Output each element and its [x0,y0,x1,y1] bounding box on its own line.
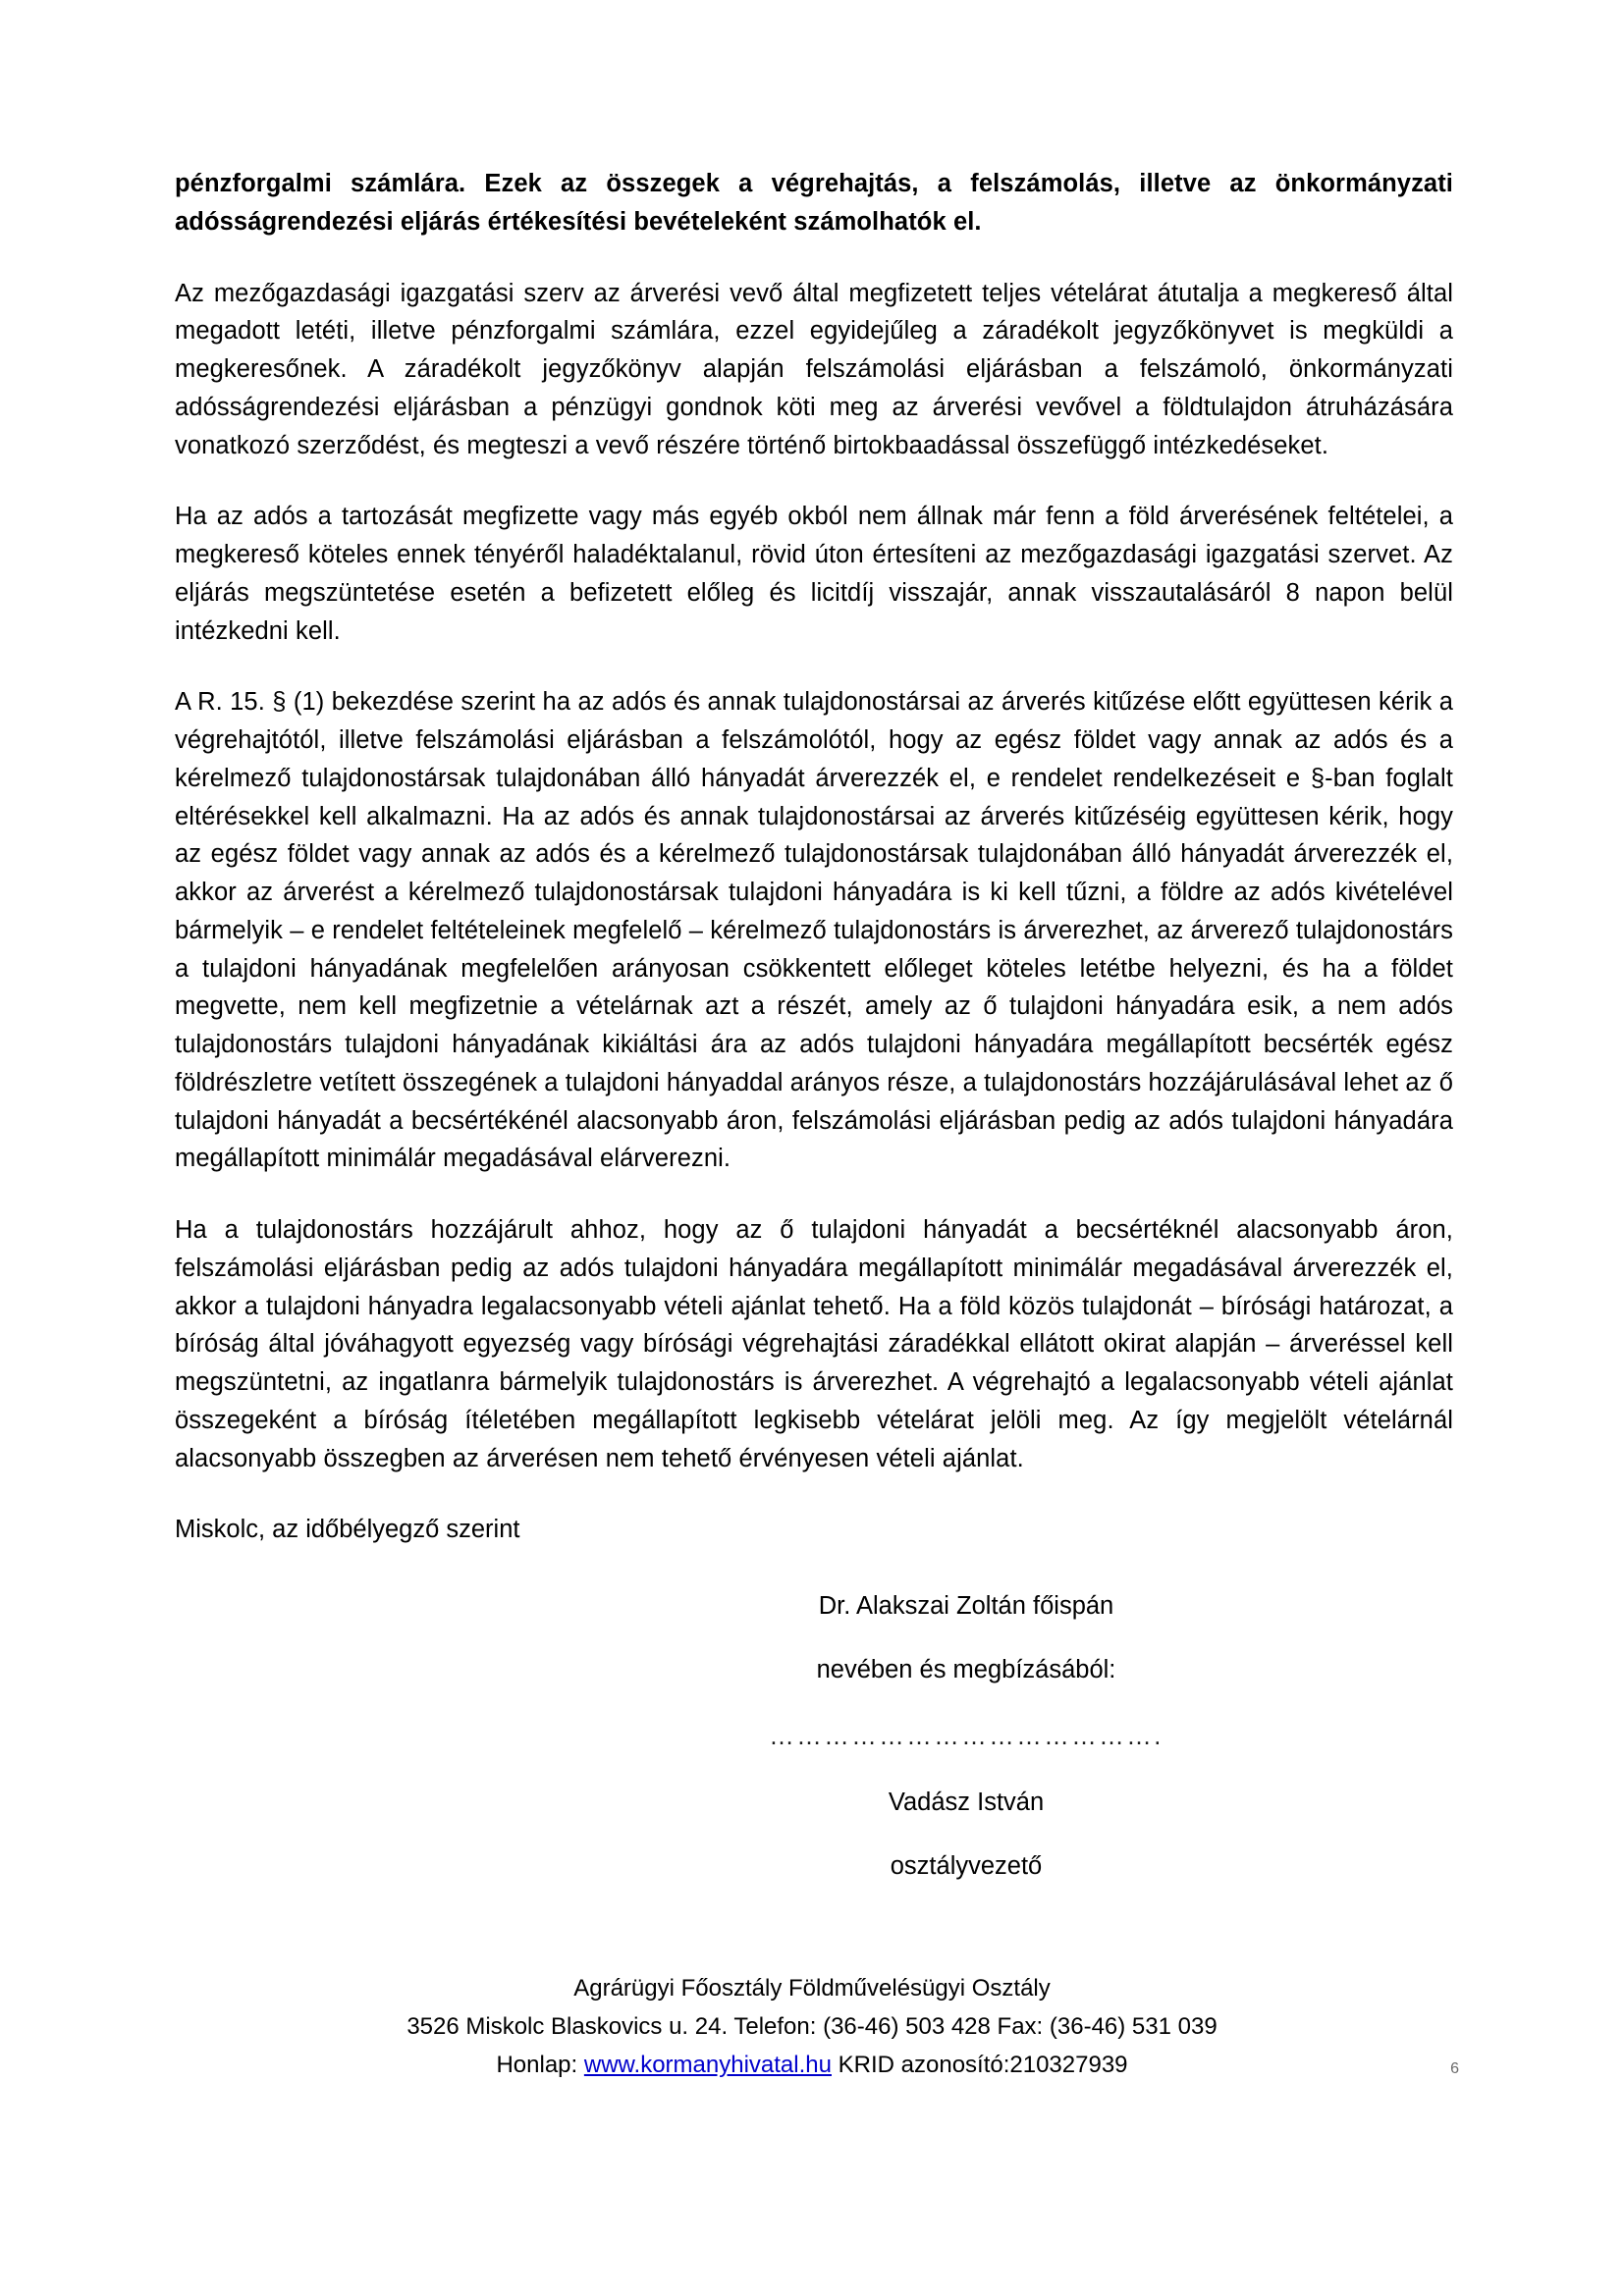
paragraph-2: Az mezőgazdasági igazgatási szerv az árverési vevő által megfizetett teljes vételárat átutalja a megkereső által megadott letéti, illetve pénzforgalmi számlára, ezzel egyidejűleg a záradékolt jegyzőkönyvet is megküldi a megkeresőnek. A záradékolt jegyzőkönyv alapján felszámolási eljárásban a felszámoló, önkormányzati adósságrendezési eljárásban a pénzügyi gondnok köti meg az árverési vevővel a földtulajdon átruházására vonatkozó szerződést, és megteszi a vevő részére történő birtokbaadással összefüggő intézkedéseket. [175,279,1453,459]
footer-address: 3526 Miskolc Blaskovics u. 24. Telefon: (36-46) 503 428 Fax: (36-46) 531 039 [406,2013,1218,2041]
place-and-date-line: Miskolc, az időbélyegző szerint [175,1516,520,1544]
paragraph-5: Ha a tulajdonostárs hozzájárult ahhoz, hogy az ő tulajdoni hányadát a becsértéknél alacsonyabb áron, felszámolási eljárásban pedig az adós tulajdoni hányadára megállapított minimálár megadásával árverezzék el, akkor a tulajdoni hányadra legalacsonyabb vételi ajánlat tehető. Ha a föld közös tulajdonát – bírósági határozat, a bíróság által jóváhagyott egyezség vagy bírósági végrehajtási záradékkal ellátott okirat alapján – árveréssel kell megszüntetni, az ingatlanra bármelyik tulajdonostárs is árverezhet. A végrehajtó a legalacsonyabb vételi ajánlat összegeként a bíróság ítéletében megállapított legkisebb vételárat jelöli meg. Az így megjelölt vételárnál alacsonyabb összegben az árverésen nem tehető érvényesen vételi ajánlat. [175,1216,1453,1472]
footer-department: Agrárügyi Főosztály Földművelésügyi Osztály [573,1975,1051,2002]
signatory-name-principal: Dr. Alakszai Zoltán főispán [818,1591,1114,1620]
paragraph-3: Ha az adós a tartozását megfizette vagy más egyéb okból nem állnak már fenn a föld árverésének feltételei, a megkereső köteles ennek tényéről haladéktalanul, rövid úton értesíteni az mezőgazdasági igazgatási szervet. Az eljárás megszüntetése esetén a befizetett előleg és licitdíj visszajár, annak visszautalásáról 8 napon belül intézkedni kell. [175,503,1453,645]
document-body [175,165,1453,1919]
signatory-title: osztályvezető [890,1852,1043,1880]
footer-krid: KRID azonosító:210327939 [831,2052,1128,2079]
footer-website-link[interactable]: www.kormanyhivatal.hu [583,2052,832,2079]
page-number: 6 [1450,2060,1459,2077]
paragraph-4: A R. 15. § (1) bekezdése szerint ha az adós és annak tulajdonostársai az árverés kitűzése előtt együttesen kérik a végrehajtótól, illetve felszámolási eljárásban a felszámolótól, hogy az egész földet vagy annak az adós és a kérelmező tulajdonostársak tulajdonában álló hányadát árverezzék el, e rendelet rendelkezéseit e §-ban foglalt eltérésekkel kell alkalmazni. Ha az adós és annak tulajdonostársai az árverés kitűzéséig együttesen kérik, hogy az egész földet vagy annak az adós és a kérelmező tulajdonostársak tulajdonában álló hányadát árverezzék el, akkor az árverést a kérelmező tulajdonostársak tulajdoni hányadára is ki kell tűzni, a földre az adós kivételével bármelyik – e rendelet feltételeinek megfelelő – kérelmező tulajdonostárs is árverezhet, az árverező tulajdonostárs a tulajdoni hányadának megfelelően arányosan csökkentett előleget köteles letétbe helyezni, és ha a földet megvette, nem kell megfizetnie a vételárnak azt a részét, amely az ő tulajdoni hányadára esik, a nem adós tulajdonostárs tulajdoni hányadának kikiáltási ára az adós tulajdoni hányadára megállapított becsérték egész földrészletre vetített összegének a tulajdoni hányaddal arányos része, a tulajdonostárs hozzájárulásával lehet az ő tulajdoni hányadát a becsértékénél alacsonyabb áron, felszámolási eljárásban pedig az adós tulajdoni hányadára megállapított minimálár megadásával elárverezni. [175,688,1453,1173]
paragraph-1: pénzforgalmi számlára. Ezek az összegek a végrehajtás, a felszámolás, illetve az önkormányzati adósságrendezési eljárás értékesítési bevételeként számolhatók el. [175,170,1453,236]
signature-dotted-line: ……………………………………. [769,1722,1164,1750]
signatory-on-behalf-label: nevében és megbízásából: [816,1656,1116,1683]
footer-contact-line [0,2047,1624,2085]
signatory-name: Vadász István [888,1788,1045,1816]
page-footer [0,1970,1624,2085]
footer-website-label: Honlap: [496,2052,584,2079]
signature-block [175,1591,1453,1880]
